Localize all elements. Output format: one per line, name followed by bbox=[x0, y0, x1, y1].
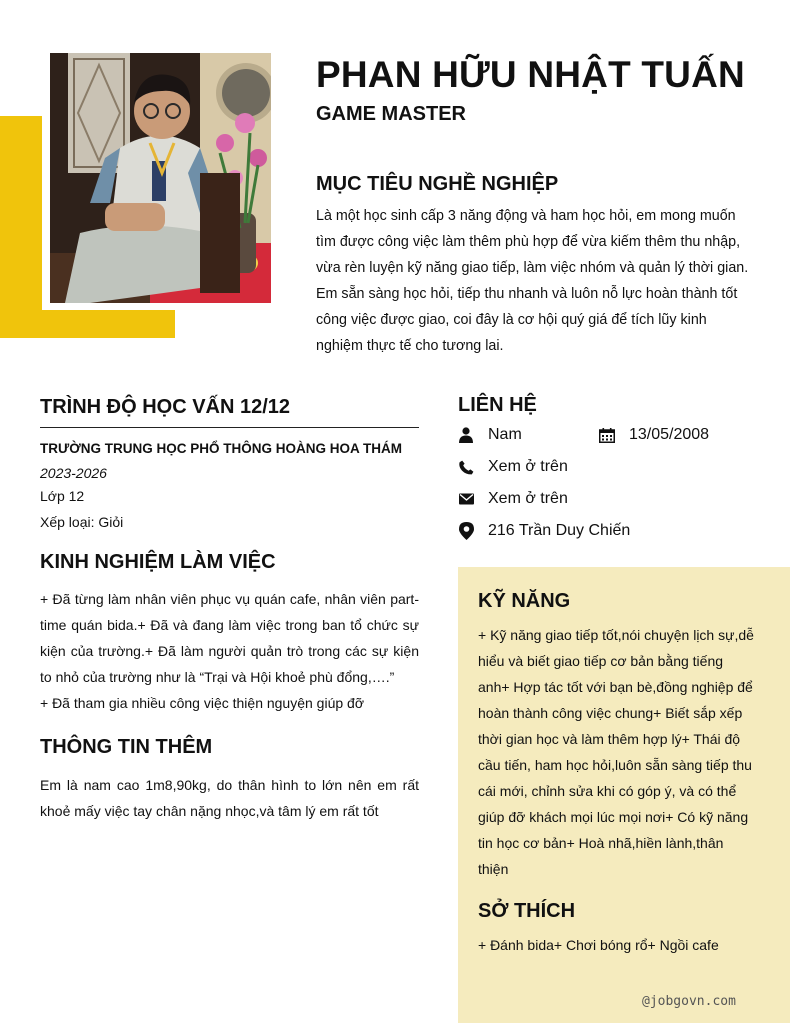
phone-value: Xem ở trên bbox=[488, 458, 568, 475]
gender-value: Nam bbox=[488, 426, 522, 443]
experience-heading: KINH NGHIỆM LÀM VIỆC bbox=[40, 551, 276, 573]
additional-info-heading: THÔNG TIN THÊM bbox=[40, 736, 213, 758]
birthdate-value: 13/05/2008 bbox=[629, 426, 710, 443]
contact-address bbox=[458, 522, 630, 540]
contact-birthdate bbox=[599, 426, 709, 444]
person-icon bbox=[458, 427, 474, 443]
address-value: 216 Trần Duy Chiến bbox=[488, 522, 631, 539]
job-title: GAME MASTER bbox=[316, 103, 466, 125]
calendar-icon bbox=[599, 427, 615, 443]
phone-icon bbox=[458, 459, 474, 475]
watermark: @jobgovn.com bbox=[642, 994, 736, 1009]
profile-photo bbox=[50, 53, 271, 303]
education-years: 2023-2026 bbox=[40, 465, 107, 481]
experience-paragraph-1: + Đã từng làm nhân viên phục vụ quán cafe, nhân viên part-time quán bida.+ Đã và đang làm việc trong ban tổ chức sự kiện của trường.+ Đã làm người quản trò trong các sự kiện to nhỏ của trường như là “Trại và Hội khoẻ phù đổng,….” bbox=[40, 591, 419, 685]
mail-icon bbox=[458, 491, 474, 507]
contact-phone bbox=[458, 458, 568, 476]
objective-heading: MỤC TIÊU NGHỀ NGHIỆP bbox=[316, 173, 559, 195]
education-class: Lớp 12 bbox=[40, 488, 85, 504]
experience-paragraph-2: + Đã tham gia nhiều công việc thiện nguyện giúp đỡ bbox=[40, 695, 365, 711]
contact-gender bbox=[458, 426, 522, 444]
accent-bar-horizontal bbox=[0, 310, 175, 338]
school-name: TRƯỜNG TRUNG HỌC PHỔ THÔNG HOÀNG HOA THÁM bbox=[40, 441, 402, 456]
contact-email bbox=[458, 490, 568, 508]
hobbies-heading: SỞ THÍCH bbox=[478, 900, 576, 922]
location-pin-icon bbox=[458, 523, 474, 539]
additional-info-text: Em là nam cao 1m8,90kg, do thân hình to lớn nên em rất khoẻ mấy việc tay chân nặng nhọc,và tâm lý em rất tốt bbox=[40, 777, 419, 819]
experience-text bbox=[40, 586, 419, 716]
candidate-name: PHAN HỮU NHẬT TUẤN bbox=[316, 54, 745, 95]
objective-text: Là một học sinh cấp 3 năng động và ham học hỏi, em mong muốn tìm được công việc làm thêm phù hợp để vừa kiếm thêm thu nhập, vừa rèn luyện kỹ năng giao tiếp, làm việc nhóm và quản lý thời gian. Em sẵn sàng học hỏi, tiếp thu nhanh và luôn nỗ lực hoàn thành tốt công việc được giao, coi đây là cơ hội quý giá để tích lũy kinh nghiệm thực tế cho tương lai. bbox=[316, 208, 749, 354]
left-column bbox=[40, 396, 419, 824]
education-rank: Xếp loại: Giỏi bbox=[40, 514, 124, 530]
email-value: Xem ở trên bbox=[488, 490, 568, 507]
education-heading: TRÌNH ĐỘ HỌC VẤN 12/12 bbox=[40, 396, 419, 428]
skills-heading: KỸ NĂNG bbox=[478, 590, 571, 612]
contact-heading: LIÊN HỆ bbox=[458, 394, 537, 416]
accent-bar-vertical bbox=[0, 116, 42, 338]
hobbies-text: + Đánh bida+ Chơi bóng rổ+ Ngồi cafe bbox=[478, 937, 719, 953]
skills-text: + Kỹ năng giao tiếp tốt,nói chuyện lịch sự,dễ hiểu và biết giao tiếp cơ bản bằng tiếng anh+ Hợp tác tốt với bạn bè,đồng nghiệp để hoàn thành công việc chung+ Biết sắp xếp thời gian học và làm thêm hợp lý+ Thái độ cầu tiến, ham học hỏi,luôn sẵn sàng tiếp thu cái mới, chỉnh sửa khi có góp ý, và có thể giúp đỡ khách mọi lúc mọi nơi+ Có kỹ năng tin học cơ bản+ Hoà nhã,hiền lành,thân thiện bbox=[478, 627, 754, 877]
